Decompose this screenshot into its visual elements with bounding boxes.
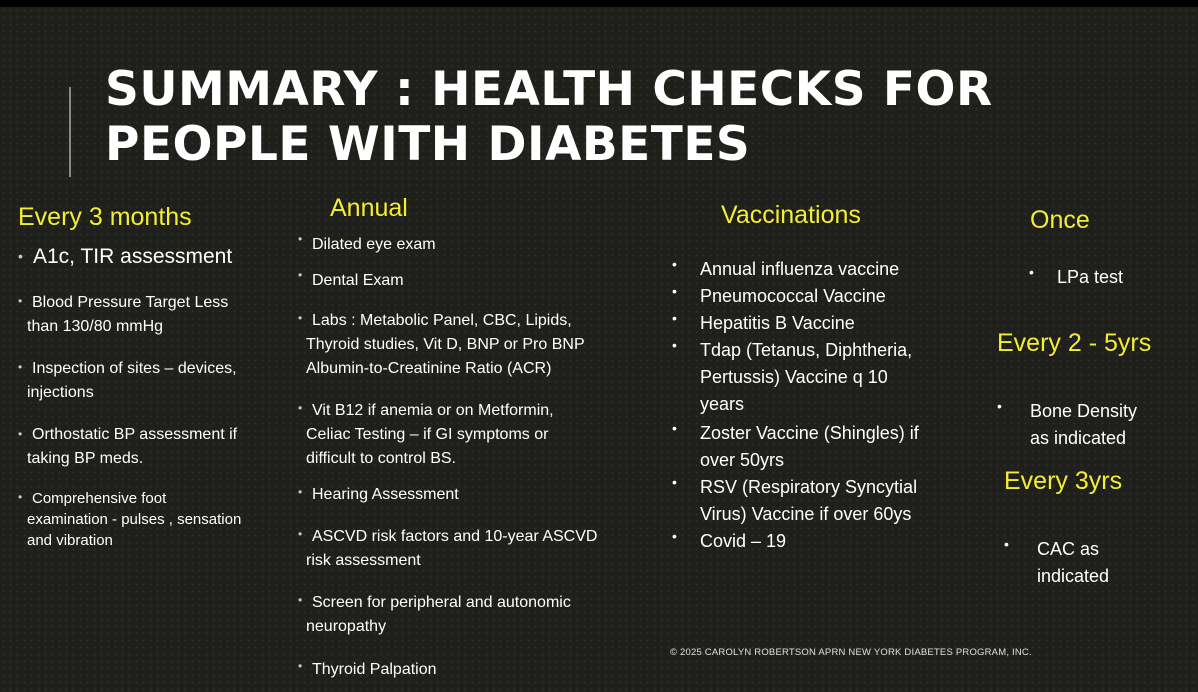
bullet-dot: • — [1029, 264, 1034, 280]
list-item: Dental Exam — [312, 272, 404, 289]
header-every-3-yrs: Every 3yrs — [1004, 467, 1123, 495]
bullet-dot: • — [672, 528, 677, 544]
bullet-dot: • — [298, 527, 303, 541]
list-item: Hearing Assessment — [312, 486, 459, 503]
slide-title — [105, 62, 1165, 172]
list-item: Annual influenza vaccine — [700, 259, 900, 279]
list-item: Thyroid Palpation — [312, 661, 437, 678]
header-once: Once — [1030, 206, 1090, 234]
bullet-dot: • — [298, 485, 303, 499]
list-item: ASCVD risk factors and 10-year ASCVD risk assessment — [306, 528, 598, 569]
copyright-footer: © 2025 CAROLYN ROBERTSON APRN NEW YORK DIABETES PROGRAM, INC. — [670, 647, 1032, 658]
title-accent-rule — [69, 87, 71, 177]
list-item: Orthostatic BP assessment if taking BP meds. — [27, 426, 238, 467]
bullet-dot: • — [1004, 536, 1009, 552]
bullet-dot: • — [997, 398, 1002, 414]
list-item: Vit B12 if anemia or on Metformin, Celiac Testing – if GI symptoms or difficult to control BS. — [306, 402, 554, 467]
list-item: Zoster Vaccine (Shingles) if over 50yrs — [700, 423, 919, 470]
header-every-2-5-yrs: Every 2 - 5yrs — [997, 329, 1152, 357]
list-item: Covid – 19 — [700, 531, 787, 551]
top-band — [0, 0, 1198, 7]
title-line-2: PEOPLE WITH DIABETES — [105, 117, 751, 172]
list-item: RSV (Respiratory Syncytial Virus) Vaccine if over 60ys — [700, 477, 918, 524]
list-item: Dilated eye exam — [312, 236, 436, 253]
list-item: Pneumococcal Vaccine — [700, 286, 886, 306]
bullet-dot: • — [672, 337, 677, 353]
bullet-dot: • — [672, 256, 677, 272]
title-line-1: SUMMARY : HEALTH CHECKS FOR — [105, 62, 993, 117]
list-item: CAC as indicated — [1037, 539, 1110, 586]
bullet-dot: • — [18, 360, 23, 374]
bullet-dot: • — [672, 310, 677, 326]
list-item: Comprehensive foot examination - pulses , sensation and vibration — [27, 490, 242, 549]
list-item: Hepatitis B Vaccine — [700, 313, 855, 333]
bullet-dot: • — [672, 474, 677, 490]
bullet-dot: • — [18, 294, 23, 308]
list-item: Tdap (Tetanus, Diphtheria, Pertussis) Vaccine q 10 years — [700, 340, 913, 414]
bullet-dot: • — [298, 401, 303, 415]
header-annual: Annual — [330, 194, 408, 222]
list-item: A1c, TIR assessment — [33, 245, 233, 268]
bullet-dot: • — [298, 659, 303, 673]
list-item: Bone Density as indicated — [1030, 401, 1138, 448]
list-item: Inspection of sites – devices, injections — [27, 360, 237, 401]
bullet-dot: • — [18, 248, 23, 264]
bullet-dot: • — [672, 420, 677, 436]
bullet-dot: • — [298, 311, 303, 325]
list-item: Screen for peripheral and autonomic neuropathy — [306, 594, 571, 635]
bullet-dot: • — [298, 232, 303, 246]
bullet-dot: • — [298, 593, 303, 607]
bullet-dot: • — [18, 490, 23, 504]
list-item: Labs : Metabolic Panel, CBC, Lipids, Thyroid studies, Vit D, BNP or Pro BNP Albumin-to-Creatinine Ratio (ACR) — [306, 312, 585, 377]
header-vaccinations: Vaccinations — [721, 201, 861, 229]
bullet-dot: • — [298, 268, 303, 282]
bullet-dot: • — [18, 427, 23, 441]
list-item: LPa test — [1057, 267, 1124, 287]
bullet-dot: • — [672, 283, 677, 299]
list-item: Blood Pressure Target Less than 130/80 mmHg — [27, 294, 229, 335]
header-every-3-months: Every 3 months — [18, 203, 192, 231]
